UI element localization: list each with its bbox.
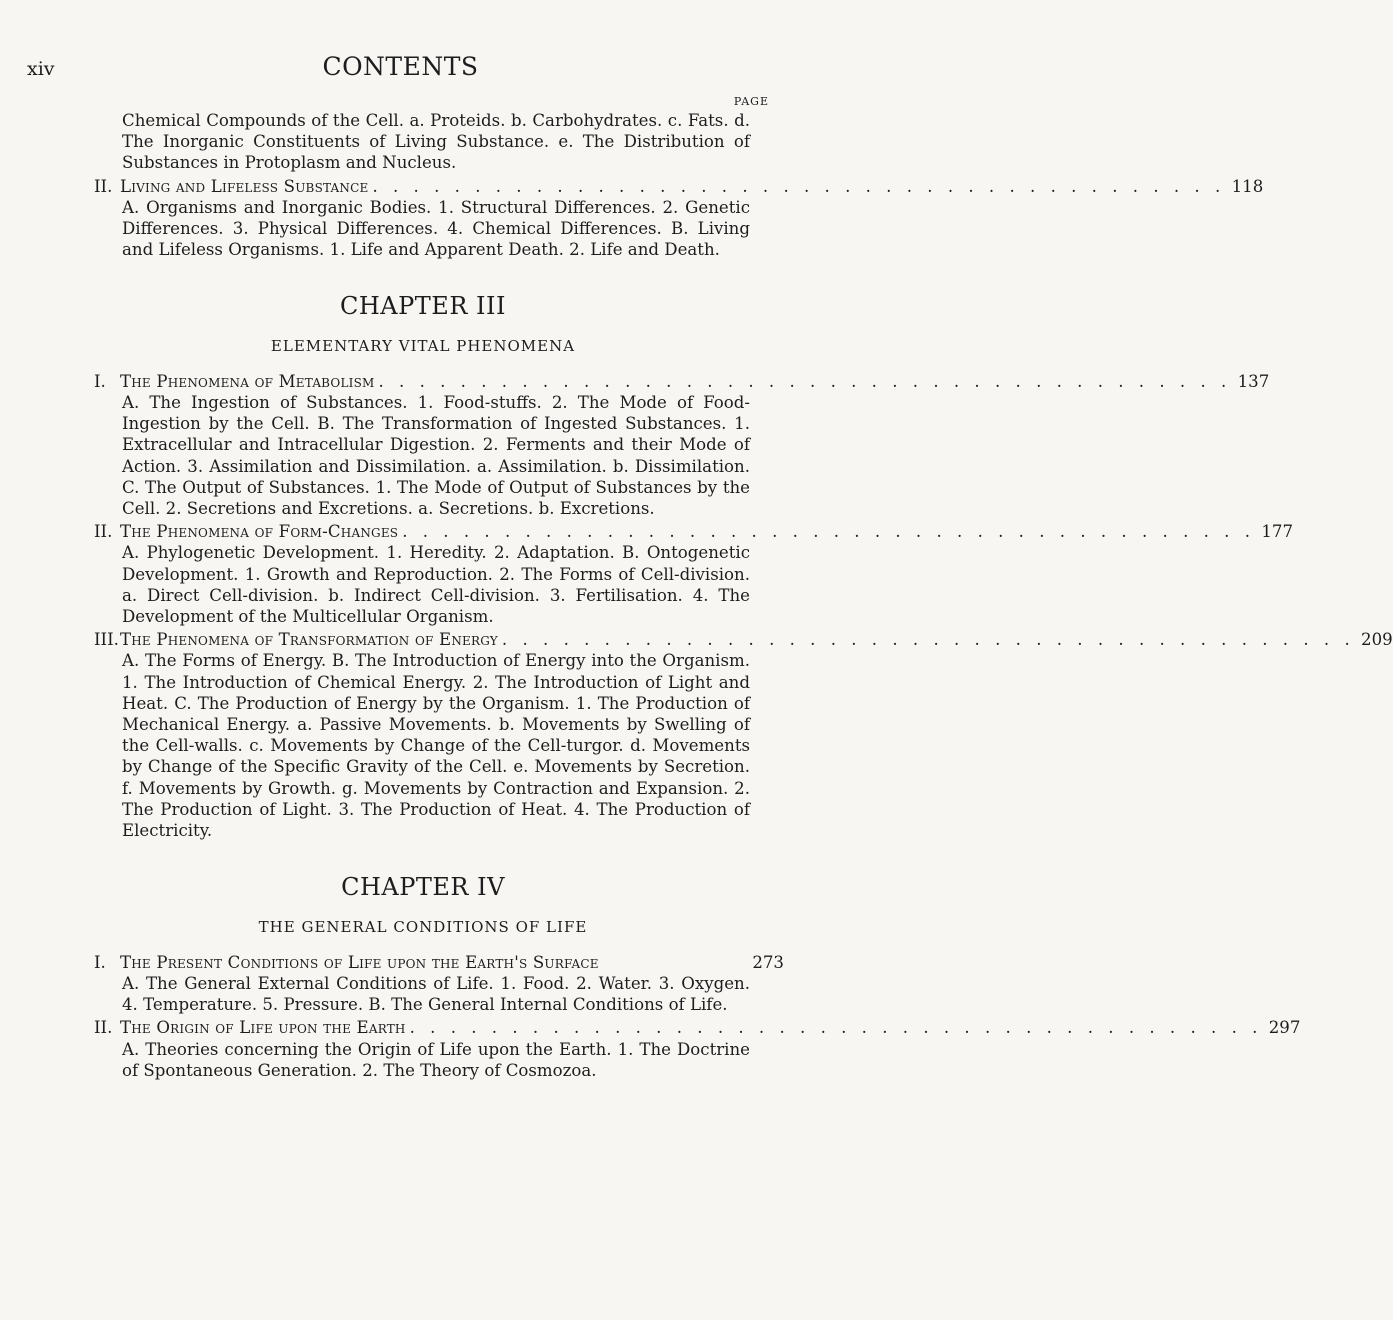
entry-page: 273 [752, 952, 784, 972]
entry-description: A. Theories concerning the Origin of Life upon the Earth. 1. The Doctrine of Spontaneous Generation. 2. The Theory of Cosmozoa. [122, 1039, 750, 1080]
entry-title: Living and Lifeless Substance [120, 176, 369, 196]
entry-number: II. [94, 176, 113, 196]
page-number: xiv [27, 58, 55, 80]
entry-number: II. [94, 522, 113, 542]
entry-description: A. The General External Conditions of Life. 1. Food. 2. Water. 3. Oxygen. 4. Temperature. 5. Pressure. B. The General Internal Conditions of Life. [122, 973, 750, 1015]
toc-entry [94, 1017, 1301, 1038]
entry-number: III. [94, 630, 119, 650]
leader-dots: . . . . . . . . . . . . . . . . . . . . . . . . . . . . . . . . . . . . . . . . . . [501, 630, 1355, 650]
toc-entry [94, 371, 1270, 392]
entry-number: I. [94, 371, 106, 391]
entry-page: 177 [1261, 522, 1294, 542]
running-head: CONTENTS [322, 52, 479, 81]
entry-page: 209 [1361, 630, 1393, 650]
entry-description: Chemical Compounds of the Cell. a. Proteids. b. Carbohydrates. c. Fats. d. The Inorganic Constituents of Living Substance. e. The Distribution of Substances in Protoplasm and Nucleus. [122, 111, 750, 173]
entry-description: A. The Forms of Energy. B. The Introduction of Energy into the Organism. 1. The Introduction of Chemical Energy. 2. The Introduction of Light and Heat. C. The Production of Energy by the Organism. 1. The Production of Mechanical Energy. a. Passive Movements. b. Movements by Swelling of the Cell-walls. c. Movements by Change of the Cell-turgor. d. Movements by Change of the Specific Gravity of the Cell. e. Movements by Secretion. f. Movements by Growth. g. Movements by Contraction and Expansion. 2. The Production of Light. 3. The Production of Heat. 4. The Production of Electricity. [122, 651, 750, 841]
toc-entry [94, 952, 784, 973]
entry-title: The Phenomena of Form-Changes [120, 522, 399, 542]
entry-description: A. Phylogenetic Development. 1. Heredity. 2. Adaptation. B. Ontogenetic Development. 1. Growth and Reproduction. 2. The Forms of Cell-division. a. Direct Cell-division. b. Indirect Cell-division. 3. Fertilisation. 4. The Development of the Multicellular Organism. [122, 543, 750, 627]
toc-entry [94, 629, 1393, 650]
entry-number: II. [94, 1018, 113, 1038]
entry-description: A. Organisms and Inorganic Bodies. 1. Structural Differences. 2. Genetic Differences. 3. Physical Differences. 4. Chemical Differences. B. Living and Lifeless Organisms. 1. Life and Apparent Death. 2. Life and Death. [122, 197, 750, 260]
page-column-label: PAGE [733, 95, 769, 108]
leader-dots: . . . . . . . . . . . . . . . . . . . . . . . . . . . . . . . . . . . . . . . . . . [378, 371, 1232, 391]
leader-dots: . . . . . . . . . . . . . . . . . . . . . . . . . . . . . . . . . . . . . . . . . . [372, 176, 1226, 196]
chapter-subtitle: THE GENERAL CONDITIONS OF LIFE [258, 917, 588, 936]
entry-number: I. [94, 952, 106, 972]
chapter-title: CHAPTER IV [341, 873, 505, 902]
entry-title: The Origin of Life upon the Earth [120, 1018, 406, 1038]
leader-dots: . . . . . . . . . . . . . . . . . . . . . . . . . . . . . . . . . . . . . . . . . . [409, 1018, 1263, 1038]
entry-title: The Present Conditions of Life upon the Earth's Surface [120, 952, 599, 972]
entry-page: 118 [1231, 176, 1264, 196]
entry-title: The Phenomena of Transformation of Energy [120, 630, 498, 650]
toc-entry [94, 521, 1294, 542]
contents-body [94, 110, 1393, 1081]
toc-entry [94, 176, 1264, 197]
chapter-title: CHAPTER III [340, 292, 506, 321]
entry-description: A. The Ingestion of Substances. 1. Food-stuffs. 2. The Mode of Food-Ingestion by the Cell. B. The Transformation of Ingested Substances. 1. Extracellular and Intracellular Digestion. 2. Ferments and their Mode of Action. 3. Assimilation and Dissimilation. a. Assimilation. b. Dissimilation. C. The Output of Substances. 1. The Mode of Output of Substances by the Cell. 2. Secretions and Excretions. a. Secretions. b. Excretions. [122, 393, 750, 519]
entry-page: 137 [1237, 371, 1270, 391]
entry-title: The Phenomena of Metabolism [120, 371, 375, 391]
leader-dots: . . . . . . . . . . . . . . . . . . . . . . . . . . . . . . . . . . . . . . . . . . [402, 522, 1256, 542]
entry-page: 297 [1268, 1018, 1301, 1038]
chapter-subtitle: ELEMENTARY VITAL PHENOMENA [270, 336, 576, 355]
